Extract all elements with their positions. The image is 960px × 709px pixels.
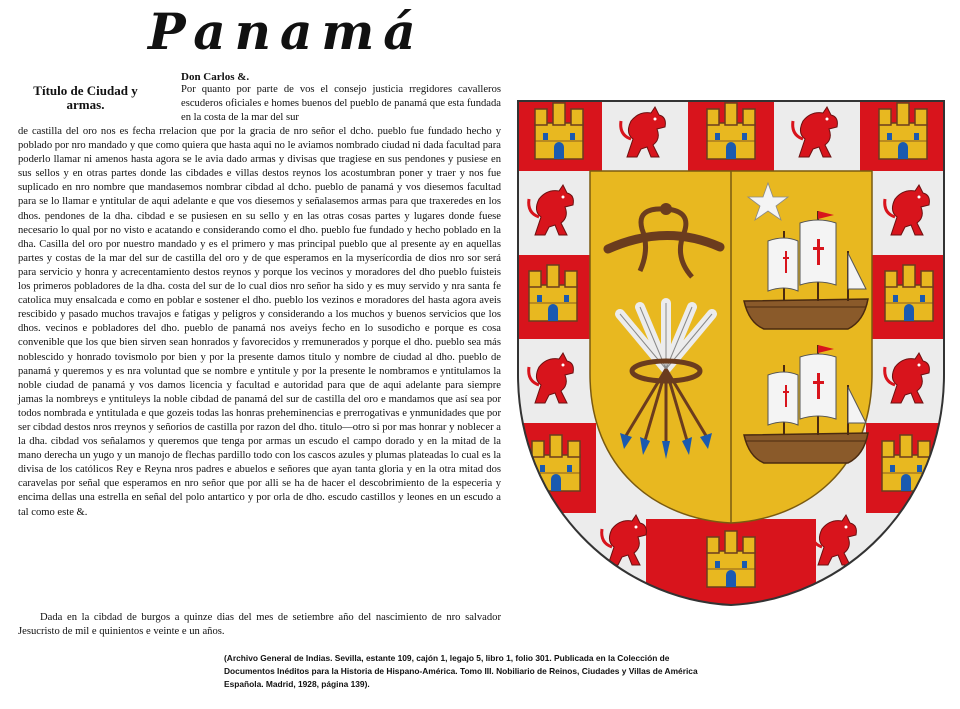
paragraph-closing: Dada en la cibdad de burgos a quinze dias del mes de setiembre año del nascimiento de nro salvador Jesucristo de mil e quinientos e veinte e un años. xyxy=(18,612,501,638)
castle-icon xyxy=(879,103,927,159)
paragraph-main: de castilla del oro nos es fecha rrelacion que por la gracia de nro señor el dcho. pueblo fue fundado hecho y poblado por nro mandado y que como quiera que hasta aqui no le aviamos nombrado ciudad ni dada facultad para poderlo llamar ni amenos hasta agora se le avia dado armas y divisas que tragiese en sus pendones y pusiese en sus sellos y en otras partes donde las cibdades e villas destos reynos los acostumbran poner y traer y nos fue suplicado en nro nombre que mandasemos nombrar cibdad al dcho. pueblo de panamá y vos diesemos facultad para se lo llamar e yntitular de aqui adelante e que vos diesemos y señalasemos armas para que traxeredes en los dhos. pendones de la dha. cibdad e se pusiesen en su sello y en las otras cosas partes y lugares donde fuese necesario lo qual por no visto e acatando e considerando como el dho. pueblo fue fundado y hecho poblado en la dha. Casilla del oro por nuestro mandado y es el primero y mas principal pueblo que al presente ay en aquellas partes y costas de la mar del sur de castilla del oro y de que esperamos en la myserícordia de dios nro sor será para servicio y honra y acrecentamiento destos reynos y porque los vecinos y moradores del dho pueblo fuisteis los primeros pobladores de la dha. costa del sur de lo cual dios nro señor ha sido y es muy servido y nra santa fe catolica muy ensalcada e como en poblar e sostener el dho. pueblo los vezinos e moradores del hasta agora aveis rescibido y pasado muchos travajos e fatigas y peligros y considerando a los muchos y buenos servicios que los dhos. vecinos e pobladores del dho. pueblo de panamá nos aveiys fecho en lo susodicho e porque es cosa convenible que los que bien sirven sean honrados y favorecidos y rremunerados y porque el dho. pueblo sea más noblescido y honrado tovismolo por bien y por la presente damos titulo y nombre de ciudad al dho. pueblo de panamá y queremos y es nra voluntad que se nombre e yntitule y por la presente le nombramos e yntitulamos la noble ciudad de panamá y vos damos licencia y facultad e autoridad para que de aqui adelante para siempre jamas la nombreys e yntituleys la noble cibdad de panamá del sur de castilla del oro e mandamos que así sea por todos nombrada e yntitulada e que gozeis todas las honras preheminencias e prerrogativas e ynmunidades que por ser cibdad destos nros rreynos y señorios de castilla por razon del dho. titulo—otro si por mas honrar y noblecer a la dha. cibdad vos señalamos y queremos que tenga por armas un escudo el campo dorado y en la mitad de la mano derecha un yugo y un manojo de flechas pardillo todo con los cascos azules y plumas plateadas lo cual es la divisa de los católicos Rey e Reyna nros padres e abuelos e señores que ayan tanta gloria y en la otra mitad dos caravelas por señal que esperamos en nro señor que por alli se ha de hacer el descobrimiento de la especeria y encima dellas una estrella en señal del polo antartico y por orla de dho. escudo castillos y leones en un escudo a tal como este &. xyxy=(18,126,501,518)
castle-icon xyxy=(707,531,755,587)
coat-of-arms xyxy=(516,99,946,607)
salutation: Don Carlos &. xyxy=(181,71,250,83)
castle-icon xyxy=(529,265,577,321)
castle-icon xyxy=(882,435,930,491)
page-title: Panamá xyxy=(148,2,425,61)
document-heading: Título de Ciudad y armas. xyxy=(33,83,138,112)
castle-icon xyxy=(885,265,933,321)
archive-citation: (Archivo General de Indias. Sevilla, estante 109, cajón 1, legajo 5, libro 1, folio 301. Publicada en la Colección de Documentos Inéditos para la Historia de Hispano-América. Tomo III. Nobiliario de Reinos, Ciudades y Villas de América Española. Madrid, 1928, página 139). xyxy=(224,653,698,689)
paragraph-intro: Por quanto por parte de vos el consejo justicia rregidores cavalleros escuderos oficiales e homes buenos del pueblo de panamá que esta fundada en la costa de la mar del sur xyxy=(181,84,501,124)
castle-icon xyxy=(707,103,755,159)
castle-icon xyxy=(535,103,583,159)
castle-icon xyxy=(532,435,580,491)
